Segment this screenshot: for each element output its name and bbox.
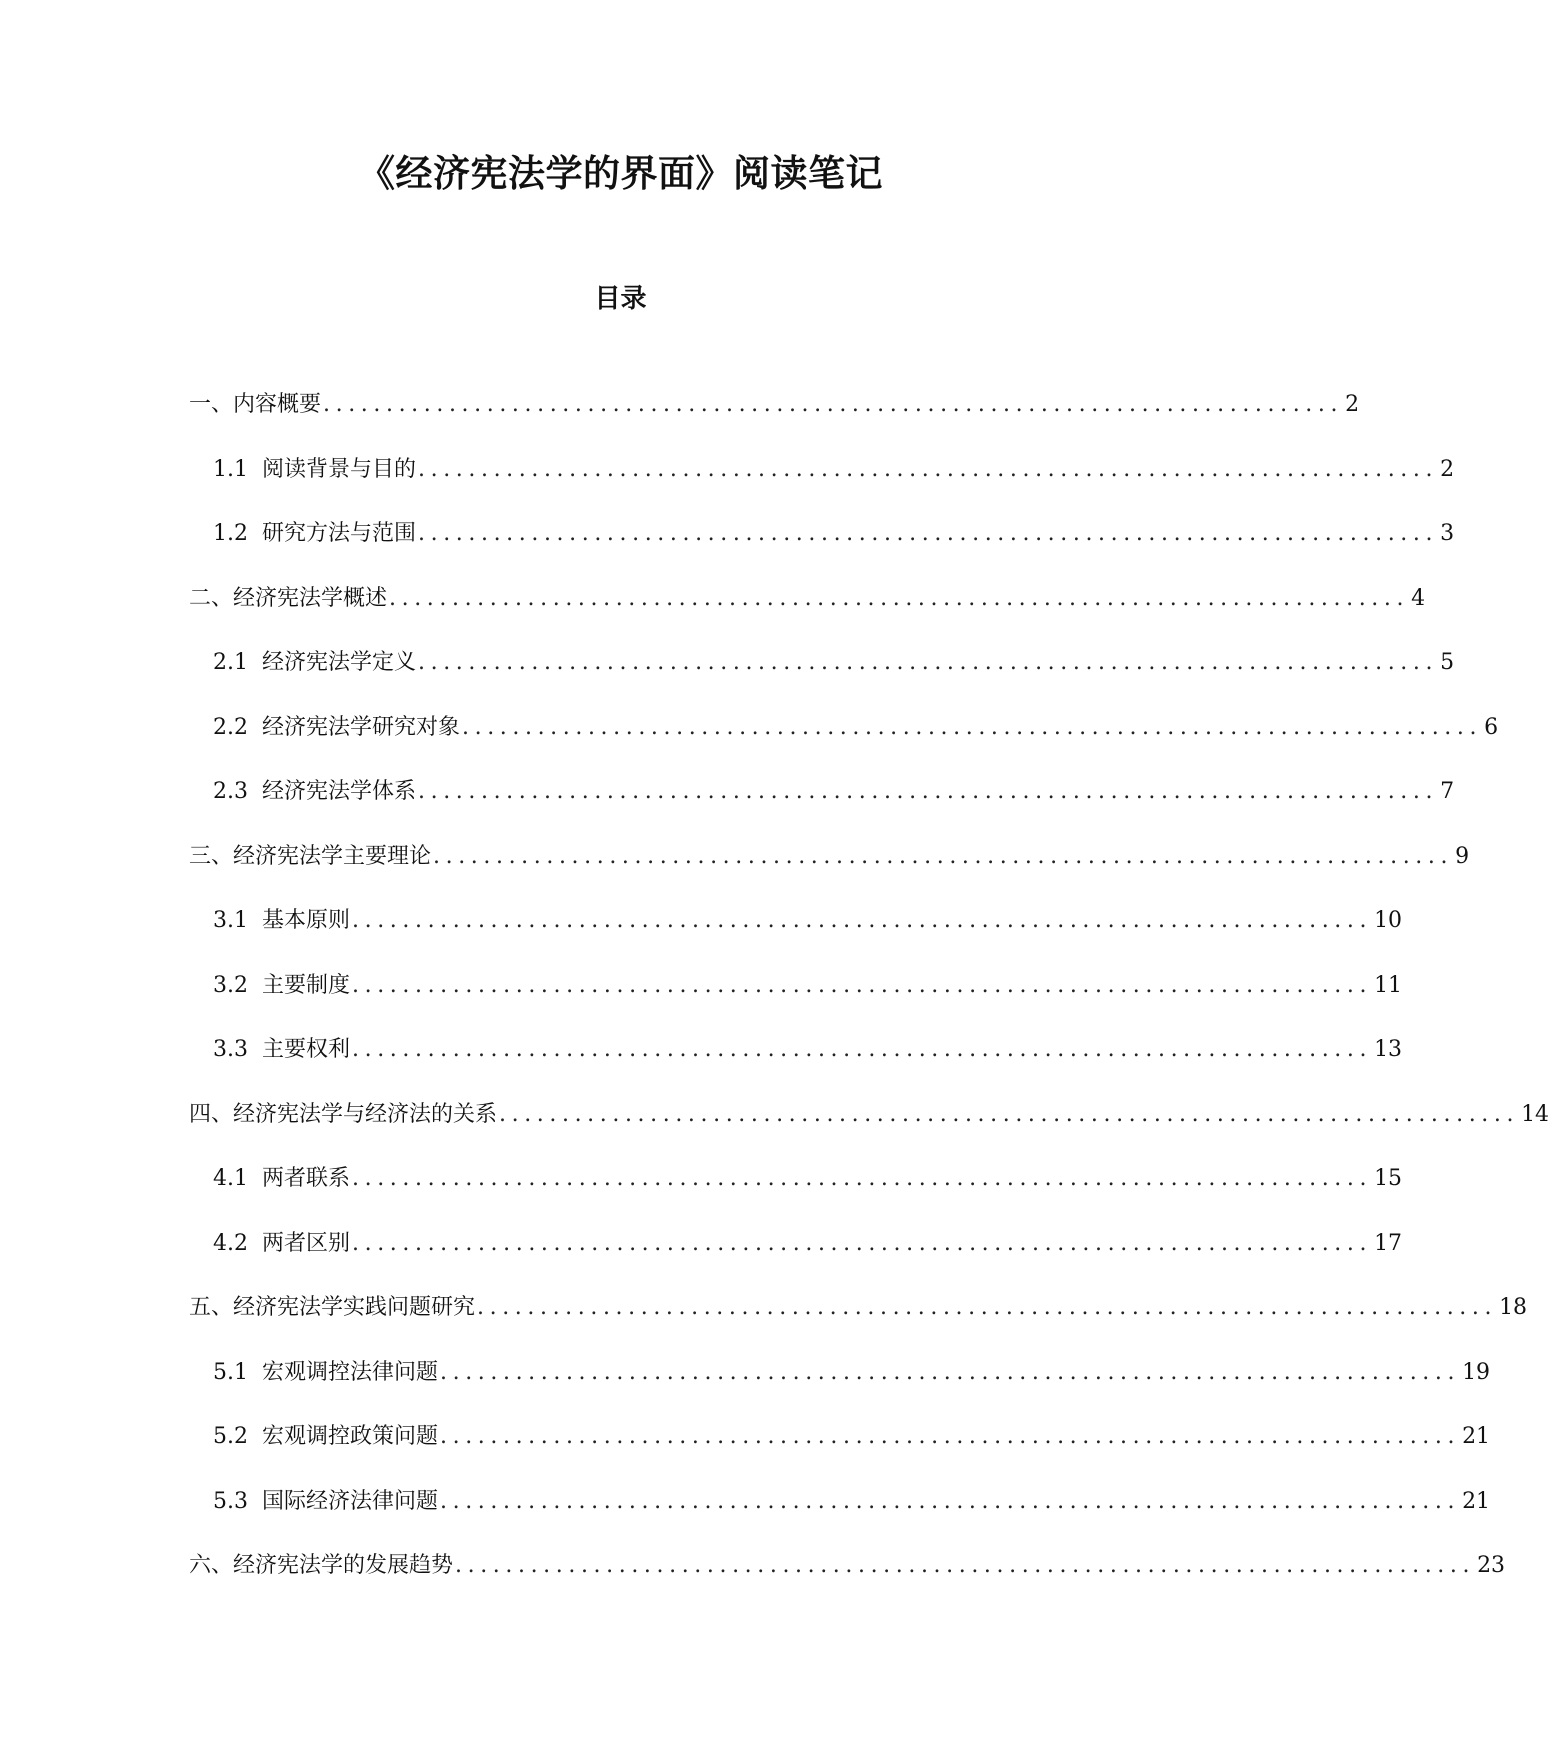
toc-section-number: 5.2 [213,1424,248,1449]
toc-dot-leader: ................................................................................. [455,1553,1476,1578]
toc-entry[interactable] [189,388,1360,422]
toc-entry-title: 经济宪法学体系 [262,779,417,804]
toc-entry-title: 经济宪法学定义 [262,650,417,675]
toc-entry-title: 六、经济宪法学的发展趋势 [189,1553,454,1578]
toc-dot-leader: ................................................................................. [418,779,1439,804]
toc-page-number: 18 [1499,1295,1528,1320]
toc-entry[interactable] [189,582,1426,616]
toc-entry-title: 五、经济宪法学实践问题研究 [189,1295,476,1320]
toc-entry[interactable] [213,453,1455,487]
toc-entry[interactable] [189,1291,1528,1325]
toc-dot-leader: ................................................................................. [418,456,1439,482]
toc-section-number: 2.3 [213,779,248,804]
toc-entry[interactable] [213,517,1455,551]
toc-section-number: 3.3 [213,1037,248,1062]
toc-entry[interactable] [213,646,1455,680]
toc-entry[interactable] [189,1098,1549,1132]
toc-page-number: 9 [1455,843,1470,869]
toc-entry[interactable] [213,1420,1491,1454]
toc-entry[interactable] [213,775,1455,809]
document-title: 《经济宪法学的界面》阅读笔记 [358,152,883,195]
toc-section-number: 1.1 [213,456,248,482]
toc-entry-title: 两者联系 [262,1166,351,1191]
toc-dot-leader: ................................................................................. [440,1424,1461,1449]
toc-entry[interactable] [213,1033,1403,1067]
toc-page-number: 7 [1440,779,1455,804]
toc-entry-title: 一、内容概要 [189,392,322,417]
toc-page-number: 6 [1484,714,1499,740]
toc-entry-title: 研究方法与范围 [262,521,417,546]
toc-page-number: 15 [1374,1166,1403,1191]
toc-section-number: 1.2 [213,521,248,546]
toc-entry[interactable] [213,904,1403,938]
toc-section-number: 2.2 [213,714,248,740]
toc-page-number: 19 [1462,1359,1491,1385]
toc-entry-title: 国际经济法律问题 [262,1488,439,1514]
toc-page-number: 21 [1462,1424,1491,1449]
toc-dot-leader: ................................................................................. [440,1359,1461,1385]
toc-section-number: 5.3 [213,1488,248,1514]
toc-entry[interactable] [213,969,1403,1003]
toc-dot-leader: ................................................................................. [433,843,1454,869]
toc-dot-leader: ................................................................................. [440,1488,1461,1514]
toc-entry-title: 两者区别 [262,1230,351,1256]
toc-entry-title: 宏观调控政策问题 [262,1424,439,1449]
toc-entry[interactable] [213,1162,1403,1196]
toc-entry-title: 宏观调控法律问题 [262,1359,439,1385]
toc-section-number: 2.1 [213,650,248,675]
toc-page-number: 14 [1521,1101,1549,1127]
toc-dot-leader: ................................................................................. [418,521,1439,546]
toc-entry-title: 基本原则 [262,908,351,933]
toc-dot-leader: ................................................................................. [499,1101,1520,1127]
toc-page-number: 4 [1411,585,1426,611]
toc-page-number: 5 [1440,650,1455,675]
toc-dot-leader: ................................................................................. [352,1037,1373,1062]
toc-entry-title: 三、经济宪法学主要理论 [189,843,432,869]
toc-dot-leader: ................................................................................. [352,1230,1373,1256]
toc-dot-leader: ................................................................................. [462,714,1483,740]
toc-dot-leader: ................................................................................. [352,1166,1373,1191]
toc-page-number: 17 [1374,1230,1403,1256]
toc-page-number: 23 [1477,1553,1506,1578]
toc-page-number: 3 [1440,521,1455,546]
toc-page-number: 21 [1462,1488,1491,1514]
toc-entry-title: 经济宪法学研究对象 [262,714,461,740]
toc-section-number: 5.1 [213,1359,248,1385]
toc-section-number: 3.2 [213,972,248,998]
toc-entry[interactable] [213,1485,1491,1519]
toc-entry-title: 主要权利 [262,1037,351,1062]
toc-page-number: 10 [1374,908,1403,933]
toc-entry[interactable] [189,1549,1506,1583]
toc-dot-leader: ................................................................................. [323,392,1344,417]
toc-entry[interactable] [189,840,1470,874]
toc-entry-title: 主要制度 [262,972,351,998]
toc-page-number: 11 [1374,972,1403,998]
toc-dot-leader: ................................................................................. [418,650,1439,675]
toc-dot-leader: ................................................................................. [477,1295,1498,1320]
toc-dot-leader: ................................................................................. [352,908,1373,933]
toc-page-number: 13 [1374,1037,1403,1062]
toc-section-number: 4.1 [213,1166,248,1191]
toc-entry[interactable] [213,711,1499,745]
toc-page-number: 2 [1440,456,1455,482]
toc-section-number: 3.1 [213,908,248,933]
toc-heading: 目录 [594,284,647,314]
toc-entry-title: 阅读背景与目的 [262,456,417,482]
toc-page-number: 2 [1345,392,1360,417]
toc-entry[interactable] [213,1227,1403,1261]
toc-dot-leader: ................................................................................. [389,585,1410,611]
toc-section-number: 4.2 [213,1230,248,1256]
toc-dot-leader: ................................................................................. [352,972,1373,998]
toc-entry[interactable] [213,1356,1491,1390]
toc-entry-title: 四、经济宪法学与经济法的关系 [189,1101,498,1127]
toc-entry-title: 二、经济宪法学概述 [189,585,388,611]
